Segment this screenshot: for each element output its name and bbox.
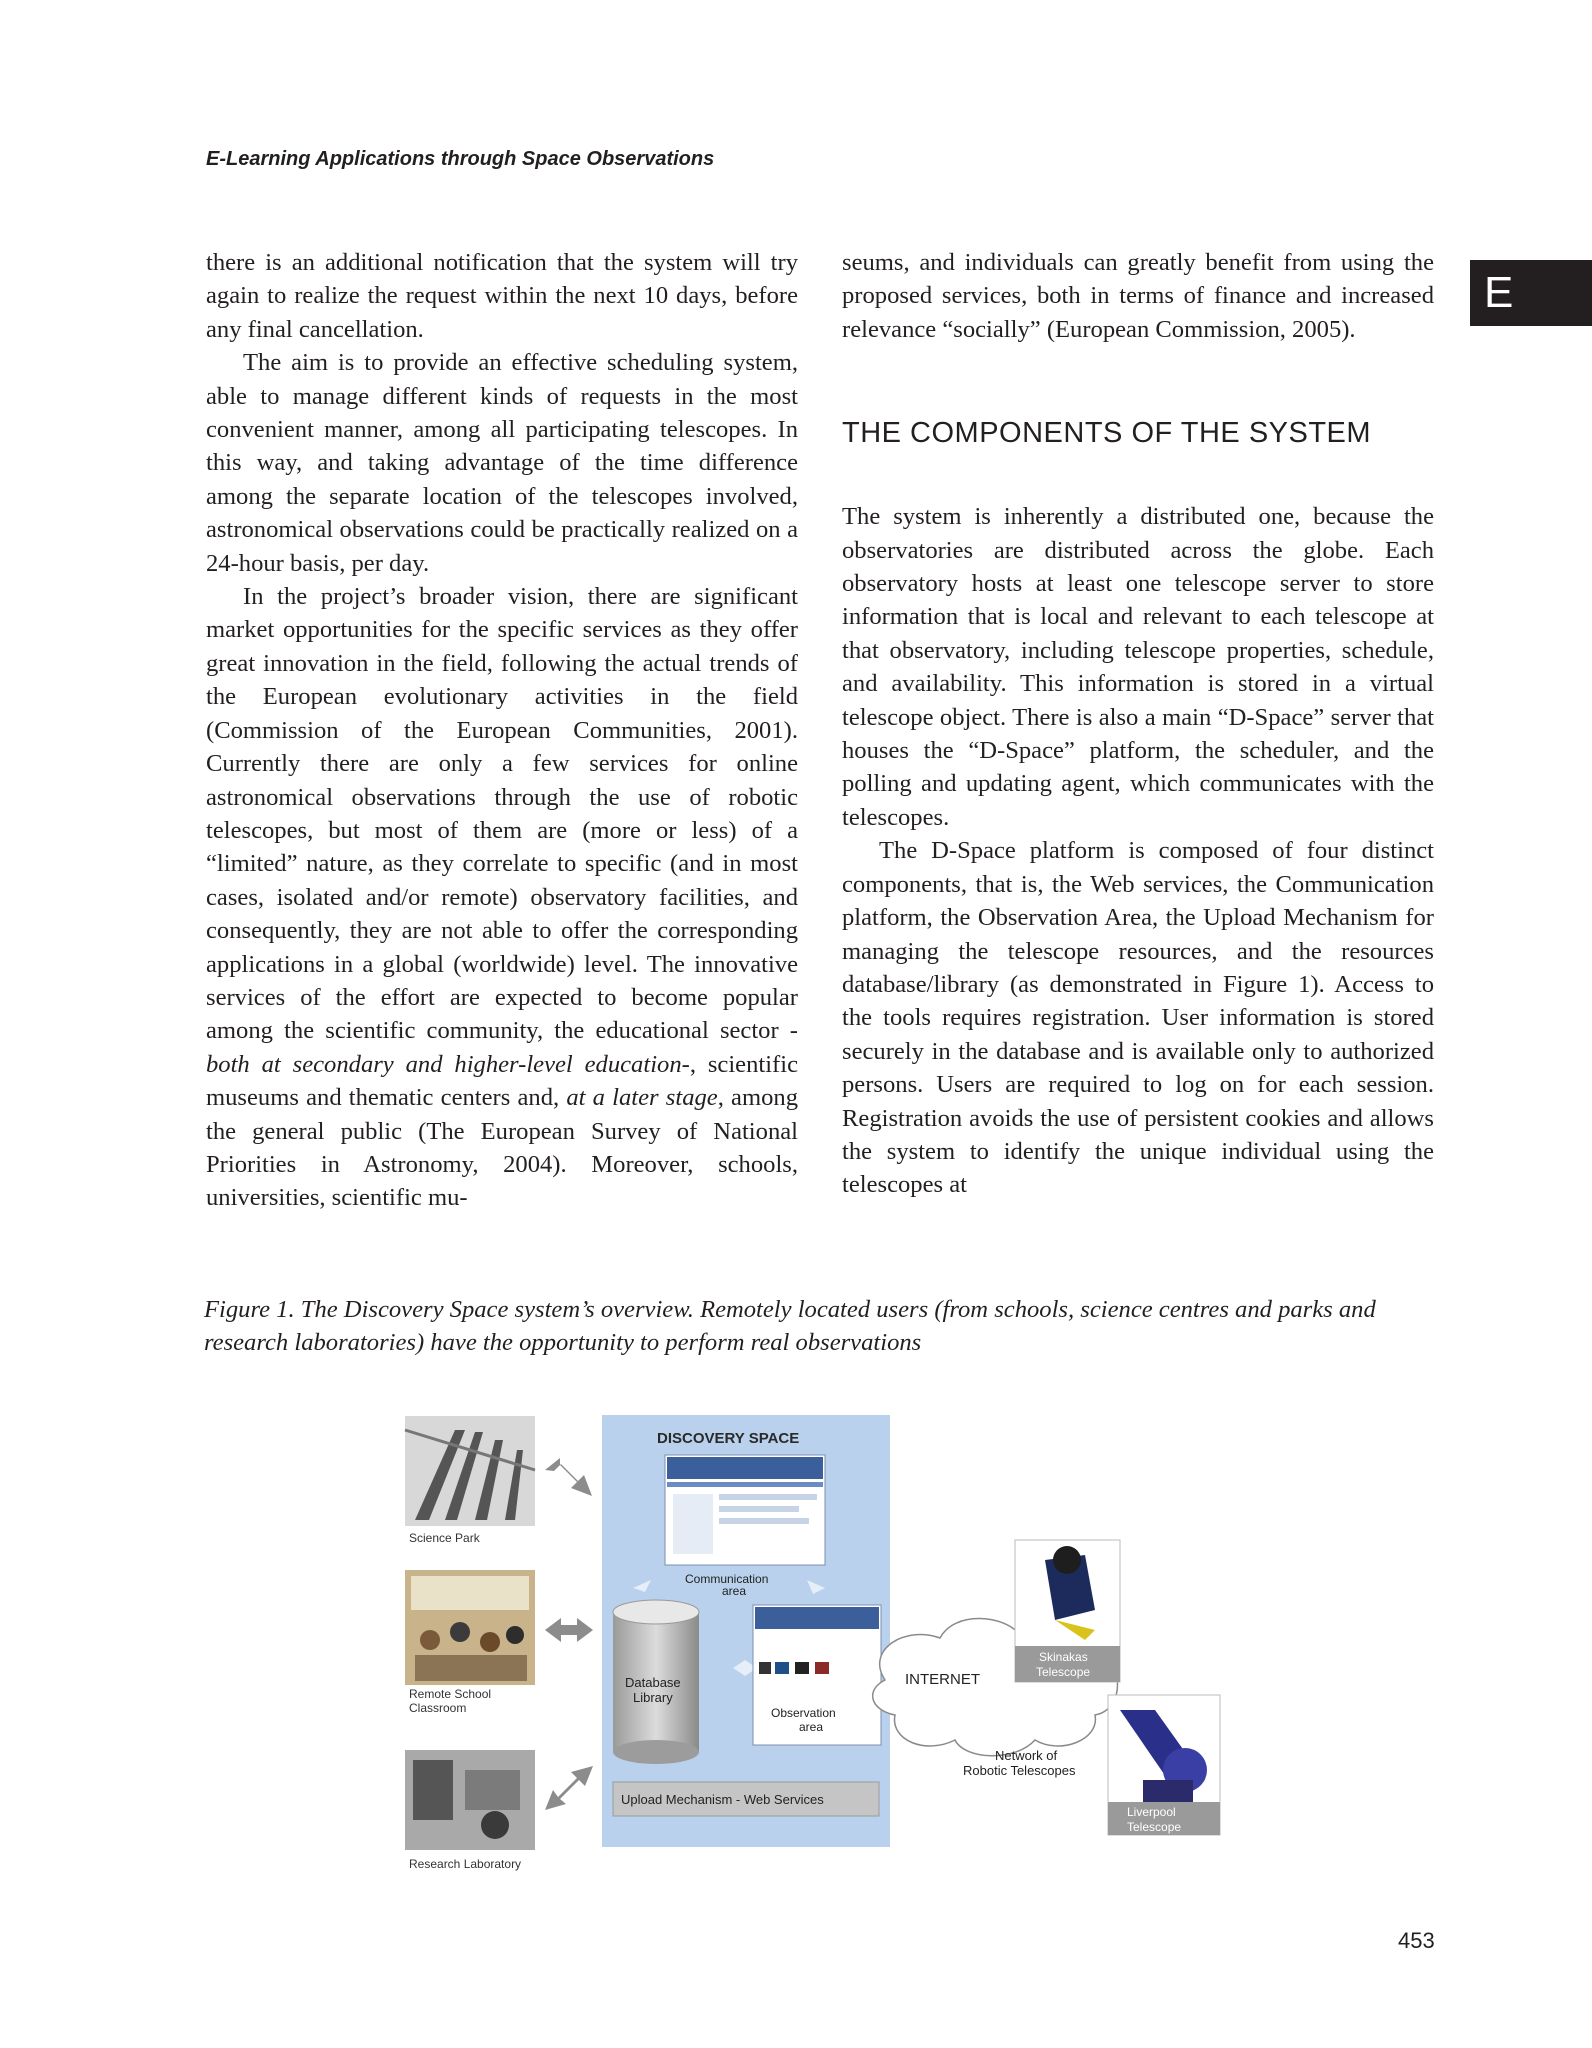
figure-caption: Figure 1. The Discovery Space system’s overview. Remotely located users (from schools, science centres and parks and research laboratories) have the opportunity to perform real observations [204,1296,1376,1357]
section-heading: THE COMPONENTS OF THE SYSTEM [842,417,1372,450]
left-paragraph-3-emphasis-2: at a later stage [566,1084,718,1112]
research-lab-label: Research Laboratory [409,1857,522,1871]
science-park-label: Science Park [409,1531,480,1545]
research-lab-photo [405,1750,535,1850]
left-paragraph-3-part-c: , among the general public (The European Survey of National Priorities in Astronomy, 2004). Moreover, schools, universities, scientific mu- [206,1084,798,1212]
page-number: 453 [1398,1928,1435,1953]
science-park-photo [405,1416,535,1526]
discovery-space-title: DISCOVERY SPACE [657,1430,800,1447]
database-label-2: Library [633,1690,673,1705]
bidirectional-arrows [545,1458,593,1810]
right-paragraph-2: The system is inherently a distributed one, because the observatories are distributed across the globe. Each observatory hosts at least one telescope server to store information that is local and relevant to each telescope at that observatory, including telescope properties, schedule, and availability. This information is stored in a virtual telescope object. There is also a main “D-Space” server that houses the “D-Space” platform, the scheduler, and the polling and updating agent, which communicates with the telescopes. [842,503,1434,831]
communication-label-1: Communication [685,1572,769,1586]
liverpool-label-1: Liverpool [1127,1805,1176,1819]
remote-school-label-1: Remote School [409,1687,492,1701]
left-paragraph-2: The aim is to provide an effective scheduling system, able to manage different kinds of requests in the most convenient manner, among all participating telescopes. In this way, and taking advantage of the time difference among the separate location of the telescopes involved, astronomical observations could be practically realized on a 24-hour basis, per day. [206,349,798,577]
left-paragraph-1: there is an additional notification that the system will try again to realize the request within the next 10 days, before any final cancellation. [206,249,798,343]
left-column [206,246,798,1215]
internet-label: INTERNET [905,1671,980,1688]
left-paragraph-3-part-a: In the project’s broader vision, there are significant market opportunities for the specific services as they offer great innovation in the field, following the actual trends of the European evolutionary activities in the field (Commission of the European Communities, 2001). Currently there are only a few services for online astronomical observations through the use of robotic telescopes, but most of them are (more or less) of a “limited” nature, as they correlate to specific (and in most cases, isolated and/or remote) observatory facilities, and consequently, they are not able to offer the corresponding applications in a global (worldwide) level. The innovative services of the effort are expected to become popular among the scientific community, the educational sector - [206,583,798,1045]
database-label-1: Database [625,1675,681,1690]
skinakas-label-1: Skinakas [1039,1650,1088,1664]
left-paragraph-3-emphasis-1: both at secondary and higher-level education [206,1050,682,1078]
section-thumb-tab: E [1470,260,1592,326]
observation-label-1: Observation [771,1706,836,1720]
upload-mechanism-label: Upload Mechanism - Web Services [621,1792,824,1807]
left-paragraph-3 [206,580,798,1215]
classroom-photo [405,1570,535,1685]
communication-label-2: area [722,1584,747,1598]
remote-school-label-2: Classroom [409,1701,467,1715]
right-paragraph-1: seums, and individuals can greatly benefit from using the proposed services, both in terms of finance and increased relevance “socially” (European Commission, 2005). [842,249,1434,343]
right-paragraph-3: The D-Space platform is composed of four distinct components, that is, the Web services, the Communication platform, the Observation Area, the Upload Mechanism for managing the telescope resources, and the resources database/library (as demonstrated in Figure 1). Access to the tools requires registration. User information is stored securely in the database and is available only to authorized persons. Users are required to log on for each session. Registration avoids the use of persistent cookies and allows the system to identify the unique individual using the telescopes at [842,837,1434,1199]
discovery-space-diagram [395,1410,1255,1880]
figure-1 [395,1410,1255,1880]
observation-label-2: area [799,1720,824,1734]
liverpool-label-2: Telescope [1127,1820,1182,1834]
right-column [842,246,1434,1202]
communication-area-screenshot [665,1455,825,1565]
network-label-2: Robotic Telescopes [963,1763,1076,1778]
network-label-1: Network of [995,1748,1058,1763]
left-paragraph-3-part-b: -, scientific museums and thematic centers and, [206,1050,798,1112]
skinakas-label-2: Telescope [1036,1665,1091,1679]
running-head: E-Learning Applications through Space Observations [206,148,715,170]
